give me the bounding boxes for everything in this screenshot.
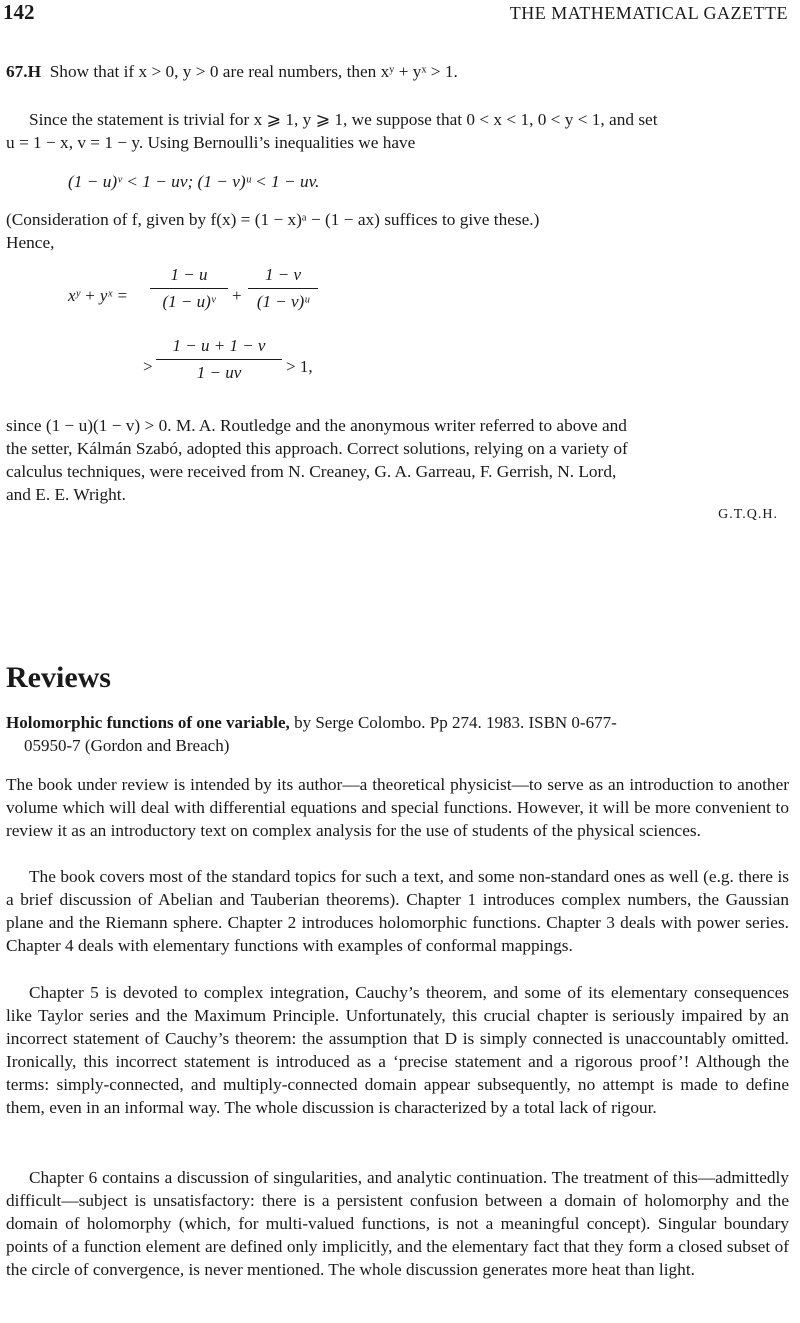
book-title: Holomorphic functions of one variable, [6,713,290,732]
since-line-2: the setter, Kálmán Szabó, adopted this approach. Correct solutions, relying on a variety of [6,439,628,458]
since-line-1: since (1 − u)(1 − v) > 0. M. A. Routledge and the anonymous writer referred to above and [6,416,627,435]
fraction-3-numerator: 1 − u + 1 − v [172,336,266,355]
problem-statement: Show that if x > 0, y > 0 are real numbers, then xʸ + yˣ > 1. [49,62,458,81]
greater-than-sign: > [143,357,153,376]
greater-than-one: > 1, [286,357,313,376]
problem-label: 67.H [6,62,42,81]
review-paragraph-3 [6,981,789,1120]
plus-sign: + [232,286,242,305]
review-paragraph-2 [6,865,789,957]
author-initials: G.T.Q.H. [718,507,778,522]
fraction-1-denominator: (1 − u)ᵛ [162,292,216,311]
fraction-2 [248,264,318,313]
equation-lhs: xʸ + yˣ = [68,286,128,305]
fraction-1 [150,264,228,313]
since-line-3: calculus techniques, were received from N. Creaney, G. A. Garreau, F. Gerrish, N. Lord, [6,462,617,481]
fraction-2-denominator: (1 − v)ᵘ [256,292,310,311]
fraction-1-bar [150,288,228,289]
review-paragraph-4 [6,1166,789,1281]
fraction-2-numerator: 1 − v [264,265,302,284]
review-paragraph-1 [6,773,789,842]
review-paragraph-4-text: Chapter 6 contains a discussion of singularities, and analytic continuation. The treatment of this—admittedly difficult—subject is unsatisfactory: there is a persistent confusion between a domain of holomorphy and the domain of holomorphy (which, for multi-valued functions, is not a meaningful concept). Singular boundary points of a function element are defined only implicitly, and the elementary fact that they form a closed subset of the circle of convergence, is never mentioned. The whole discussion generates more heat than light. [6,1168,789,1280]
book-meta-2: 05950-7 (Gordon and Breach) [24,736,230,755]
bernoulli-inequalities: (1 − u)ᵛ < 1 − uv; (1 − v)ᵘ < 1 − uv. [68,172,320,191]
fraction-2-bar [248,288,318,289]
fraction-1-numerator: 1 − u [170,265,208,284]
review-paragraph-1-text: The book under review is intended by its author—a theoretical physicist—to serve as an introduction to another volume which will deal with differential equations and special functions. However, it will be more convenient to review it as an introductory text on complex analysis for the use of students of the physical sciences. [6,775,789,841]
running-header: THE MATHEMATICAL GAZETTE [509,3,788,23]
book-meta-1: by Serge Colombo. Pp 274. 1983. ISBN 0-677- [294,713,617,732]
hence-text: Hence, [6,233,55,252]
reviews-heading: Reviews [6,661,111,694]
consideration-note: (Consideration of f, given by f(x) = (1 − x)ᵃ − (1 − ax) suffices to give these.) [6,210,540,229]
fraction-3-bar [156,359,282,360]
since-line-4: and E. E. Wright. [6,485,126,504]
solution-line-2: u = 1 − x, v = 1 − y. Using Bernoulli’s inequalities we have [6,133,416,152]
review-paragraph-2-text: The book covers most of the standard topics for such a text, and some non-standard ones as well (e.g. there is a brief discussion of Abelian and Tauberian theorems). Chapter 1 introduces complex numbers, the Gaussian plane and the Riemann sphere. Chapter 2 introduces holomorphic functions. Chapter 3 deals with power series. Chapter 4 deals with elementary functions with examples of conformal mappings. [6,867,789,956]
solution-line-1: Since the statement is trivial for x ⩾ 1, y ⩾ 1, we suppose that 0 < x < 1, 0 < y < 1, and set [29,110,658,129]
problem-statement-line [6,60,458,83]
fraction-3 [156,335,282,384]
review-book-header [6,711,786,757]
page-number: 142 [3,0,35,24]
fraction-3-denominator: 1 − uv [196,363,242,382]
review-paragraph-3-text: Chapter 5 is devoted to complex integration, Cauchy’s theorem, and some of its elementary consequences like Taylor series and the Maximum Principle. Unfortunately, this crucial chapter is seriously impaired by an incorrect statement of Cauchy’s theorem: the assumption that D is simply connected is unaccountably omitted. Ironically, this incorrect statement is introduced as a ‘precise statement and a rigorous proof’! Although the terms: simply-connected, and multiply-connected domain appear subsequently, no attempt is made to define them, even in an informal way. The whole discussion is characterized by a total lack of rigour. [6,983,789,1118]
